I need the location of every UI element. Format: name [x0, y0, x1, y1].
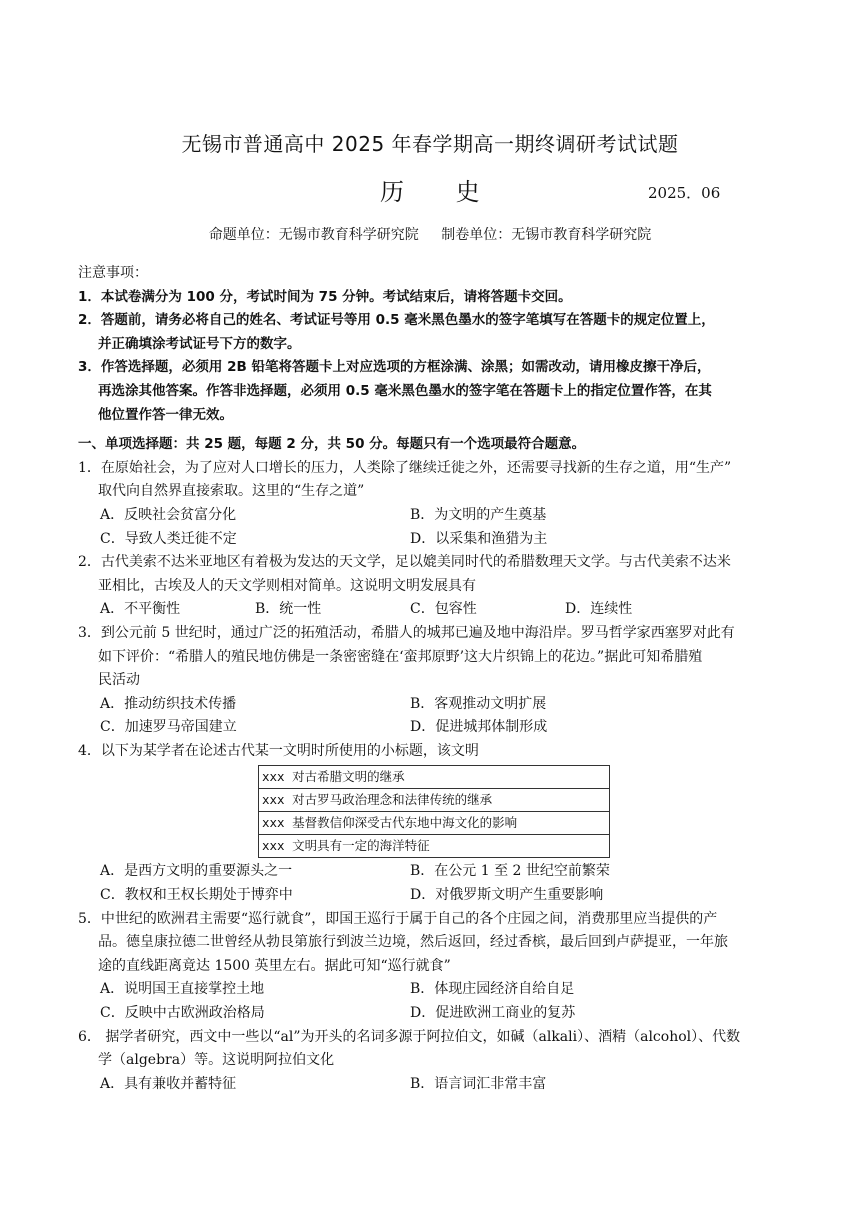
option-row [78, 693, 780, 717]
proposer-unit: 命题单位：无锡市教育科学研究院 [208, 227, 419, 243]
option: B．语言词汇非常丰富 [410, 1075, 547, 1092]
option: A．具有兼收并蓄特征 [100, 1075, 237, 1092]
material-box-row: xxx 基督教信仰深受古代东地中海文化的影响 [259, 812, 609, 835]
option: A．推动纺织技术传播 [100, 695, 237, 712]
note-item-continued: 并正确填涂考试证号下方的数字。 [98, 335, 301, 352]
question [78, 1026, 780, 1097]
option: C．加速罗马帝国建立 [100, 719, 237, 736]
option: A．说明国王直接掌控土地 [100, 981, 265, 998]
question-stem: 5．中世纪的欧洲君主需要“巡行就食”，即国王巡行于属于自己的各个庄园之间，消费那里应当提供的产 [78, 910, 718, 927]
option-row [78, 504, 780, 528]
question [78, 740, 780, 908]
material-box-row: xxx 对古希腊文明的继承 [259, 766, 609, 789]
question-stem-continued: 取代向自然界直接索取。这里的“生存之道” [98, 483, 365, 500]
section-heading: 一、单项选择题：共 25 题，每题 2 分，共 50 分。每题只有一个选项最符合题意。 [78, 436, 586, 453]
note-item: 1．本试卷满分为 100 分，考试时间为 75 分钟。考试结束后，请将答题卡交回。 [78, 288, 572, 305]
option: D．以采集和渔猎为主 [410, 530, 548, 547]
question-stem-continued: 品。德皇康拉德二世曾经从勃艮第旅行到波兰边境，然后返回，经过香槟，最后回到卢萨提亚，一年旅 [98, 934, 728, 951]
question-stem-continued: 学（algebra）等。这说明阿拉伯文化 [98, 1052, 335, 1069]
option: A．不平衡性 [100, 601, 181, 618]
question [78, 908, 780, 1026]
question-stem: 2．古代美索不达米亚地区有着极为发达的天文学，足以媲美同时代的希腊数理天文学。与古代美索不达米 [78, 554, 731, 571]
option: B．客观推动文明扩展 [410, 695, 547, 712]
option-row [78, 528, 780, 552]
maker-unit: 制卷单位：无锡市教育科学研究院 [441, 227, 652, 243]
option: D．促进欧洲工商业的复苏 [410, 1005, 576, 1022]
option: C．包容性 [410, 601, 477, 618]
option-row [78, 860, 780, 884]
option-row [78, 884, 780, 908]
option-row [78, 598, 780, 622]
question-stem: 1．在原始社会，为了应对人口增长的压力，人类除了继续迁徙之外，还需要寻找新的生存之道，用“生产” [78, 459, 732, 476]
option: C．反映中古欧洲政治格局 [100, 1005, 265, 1022]
note-item-continued: 他位置作答一律无效。 [98, 406, 233, 423]
exam-date: 2025．06 [648, 184, 721, 202]
option: B．在公元 1 至 2 世纪空前繁荣 [410, 863, 610, 880]
option-row [78, 1073, 780, 1097]
notes-heading: 注意事项： [78, 265, 148, 281]
option: A．是西方文明的重要源头之一 [100, 863, 293, 880]
material-box-row: xxx 文明具有一定的海洋特征 [262, 838, 430, 854]
note-item: 3．作答选择题，必须用 2B 铅笔将答题卡上对应选项的方框涂满、涂黑；如需改动，请用橡皮擦干净后， [78, 359, 711, 376]
question-stem-continued: 亚相比，古埃及人的天文学则相对简单。这说明文明发展具有 [98, 577, 476, 594]
option: B．统一性 [255, 601, 322, 618]
option-row [78, 716, 780, 740]
option: C．教权和王权长期处于博弈中 [100, 887, 293, 904]
option: B．体现庄园经济自给自足 [410, 981, 575, 998]
question-stem-continued: 如下评价：“希腊人的殖民地仿佛是一条密密缝在‘蛮邦原野’这大片织锦上的花边。”据此可知希腊殖 [98, 648, 703, 665]
note-item-continued: 再选涂其他答案。作答非选择题，必须用 0.5 毫米黑色墨水的签字笔在答题卡上的指定位置作答，在其 [98, 382, 712, 399]
material-box [258, 765, 610, 858]
question-stem: 6． 据学者研究，西文中一些以“al”为开头的名词多源于阿拉伯文，如碱（alkali）、酒精（alcohol）、代数 [78, 1028, 741, 1045]
material-box-wrap [78, 765, 780, 858]
question-stem-continued: 途的直线距离竟达 1500 英里左右。据此可知“巡行就食” [98, 957, 451, 974]
question-stem: 3．到公元前 5 世纪时，通过广泛的拓殖活动，希腊人的城邦已遍及地中海沿岸。罗马哲学家西塞罗对此有 [78, 624, 735, 641]
option: A．反映社会贫富分化 [100, 506, 237, 523]
option: D．促进城邦体制形成 [410, 719, 548, 736]
question [78, 622, 780, 740]
option-row [78, 1002, 780, 1026]
notes-block [78, 262, 780, 427]
option: D．连续性 [565, 601, 633, 618]
exam-units [0, 224, 860, 244]
option-row [78, 978, 780, 1002]
note-item: 2．答题前，请务必将自己的姓名、考试证号等用 0.5 毫米黑色墨水的签字笔填写在答题卡的规定位置上， [78, 312, 715, 329]
exam-title: 无锡市普通高中 2025 年春学期高一期终调研考试试题 [181, 132, 679, 156]
question [78, 551, 780, 622]
option: B．为文明的产生奠基 [410, 506, 547, 523]
question [78, 457, 780, 551]
option: C．导致人类迁徙不定 [100, 530, 237, 547]
question-stem: 4．以下为某学者在论述古代某一文明时所使用的小标题，该文明 [78, 742, 479, 759]
material-box-row: xxx 对古罗马政治理念和法律传统的继承 [259, 789, 609, 812]
option: D．对俄罗斯文明产生重要影响 [410, 887, 604, 904]
subject-title: 历 史 [380, 178, 502, 206]
exam-content [78, 262, 780, 1096]
question-stem-continued: 民活动 [98, 672, 140, 689]
